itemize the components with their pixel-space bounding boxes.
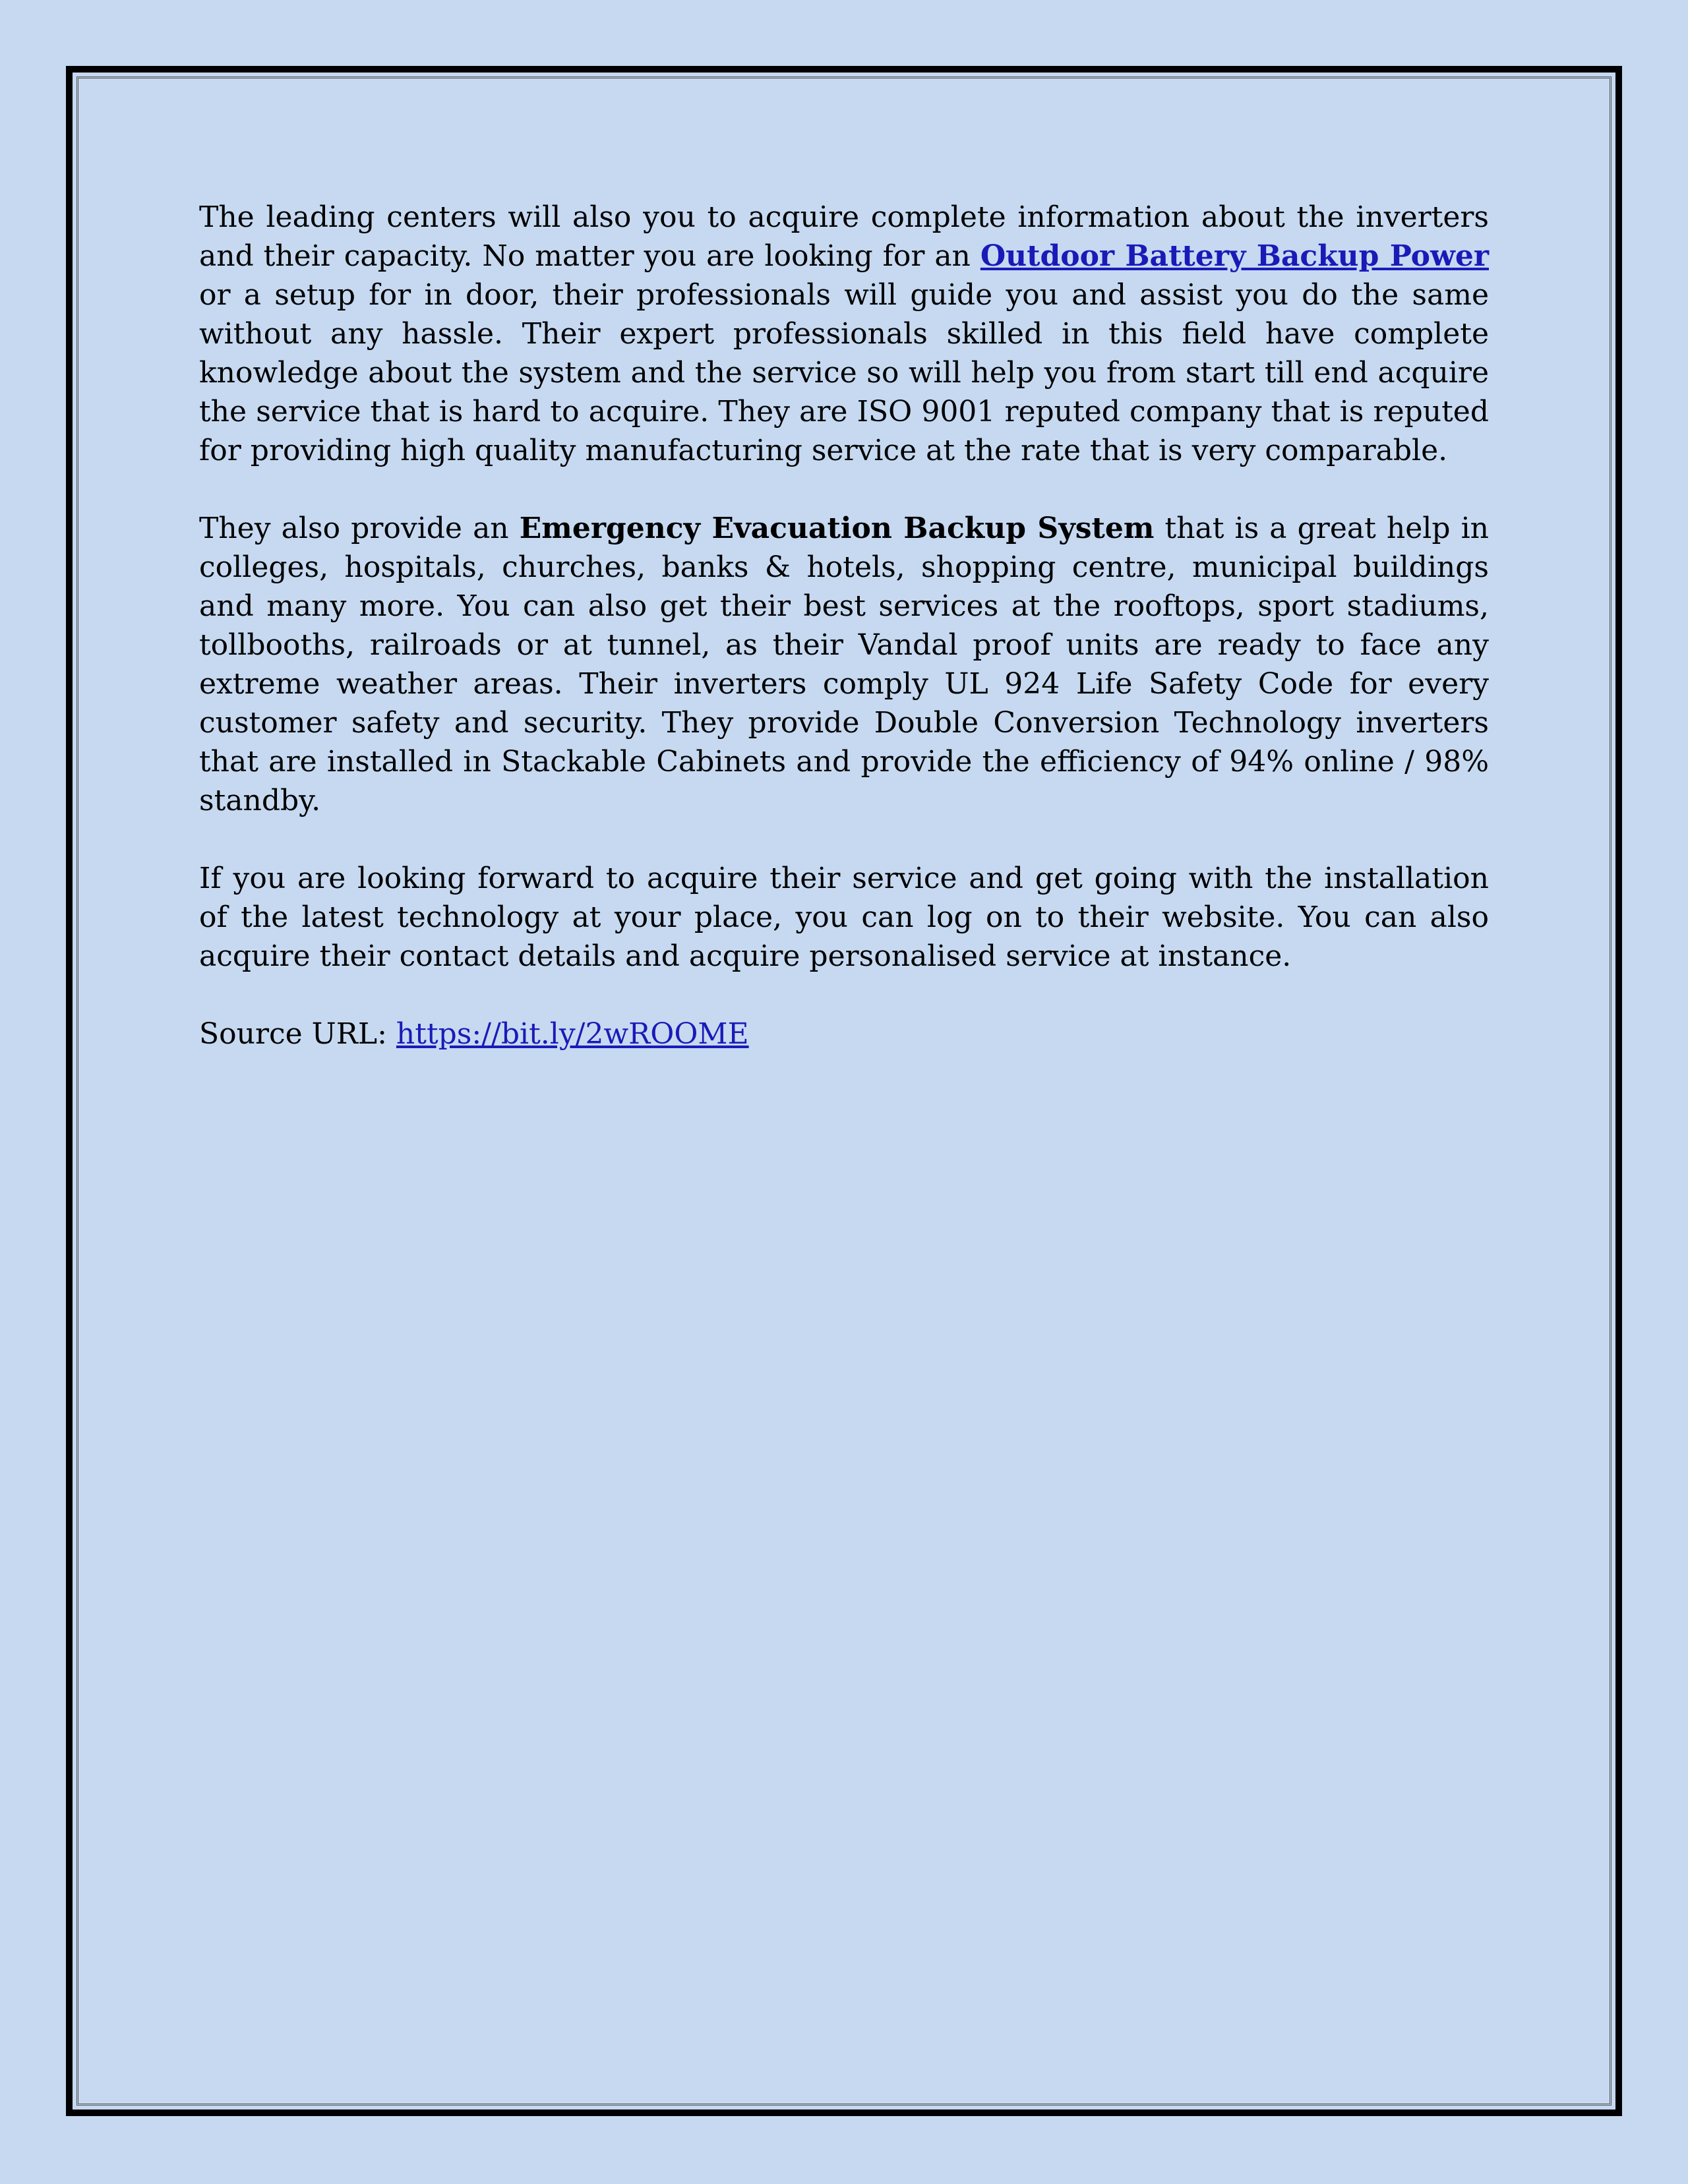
paragraph-2-text-after: that is a great help in colleges, hospitals, churches, banks & hotels, shopping centre, municipal buildings and many more. You can also get their best services at the rooftops, sport stadiums, tollbooths, railroads or at tunnel, as their Vandal proof units are ready to face any extreme weather areas. Their inverters comply UL 924 Life Safety Code for every customer safety and security. They provide Double Conversion Technology inverters that are installed in Stackable Cabinets and provide the efficiency of 94% online / 98% standby. — [199, 512, 1489, 817]
paragraph-2-text-before: They also provide an — [199, 512, 520, 545]
source-label: Source URL: — [199, 1017, 396, 1051]
emergency-evacuation-backup-system-term: Emergency Evacuation Backup System — [519, 512, 1155, 545]
paragraph-2 — [199, 509, 1489, 820]
paragraph-1-text-before: The leading centers will also you to acquire complete information about the inverters and their capacity. No matter you are looking for an — [199, 200, 1489, 273]
paragraph-3: If you are looking forward to acquire their service and get going with the installation of the latest technology at your place, you can log on to their website. You can also acquire their contact details and acquire personalised service at instance. — [199, 862, 1489, 973]
source-line — [199, 1015, 1489, 1053]
outdoor-battery-backup-power-link[interactable]: Outdoor Battery Backup Power — [980, 239, 1489, 273]
document-body — [199, 198, 1489, 1092]
paragraph-1 — [199, 198, 1489, 470]
paragraph-1-text-after: or a setup for in door, their professionals will guide you and assist you do the same without any hassle. Their expert professionals skilled in this field have complete knowledge about the system and the service so will help you from start till end acquire the service that is hard to acquire. They are ISO 9001 reputed company that is reputed for providing high quality manufacturing service at the rate that is very comparable. — [199, 278, 1489, 467]
source-url-link[interactable]: https://bit.ly/2wROOME — [396, 1017, 749, 1051]
